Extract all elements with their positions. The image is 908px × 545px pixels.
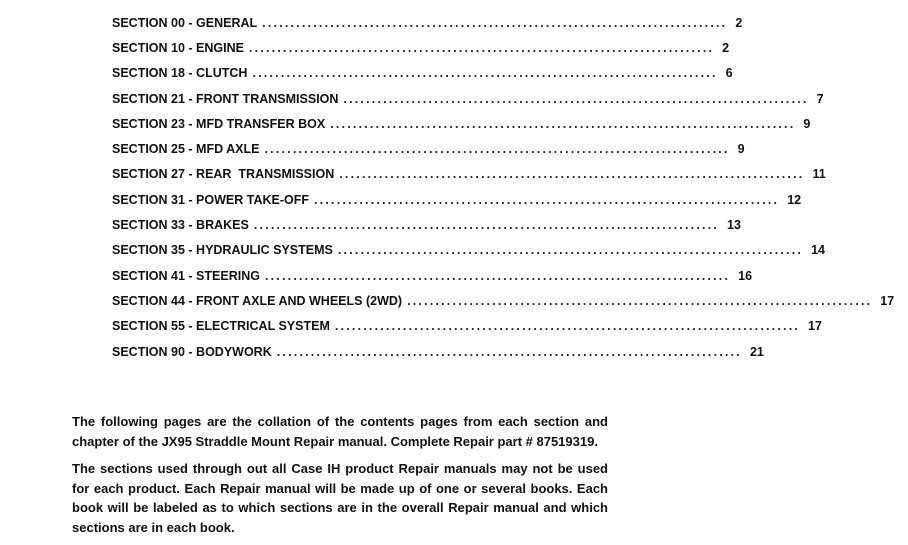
dot-leader: ..................................................................................	[330, 116, 796, 131]
dot-leader: ..................................................................................	[252, 66, 718, 81]
dot-leader: ..................................................................................	[264, 268, 731, 283]
toc-entry-page: 2	[722, 40, 730, 55]
toc-entry-page: 16	[738, 268, 753, 283]
sections-paragraph: The sections used through out all Case IH product Repair manuals may not be used for each product. Each Repair manual will be made up of one or several books. Each book will be labeled as to which sections are in the overall Repair manual and which sections are in each book.	[72, 461, 608, 535]
table-of-contents	[112, 10, 895, 364]
toc-entry	[112, 288, 895, 313]
toc-entry	[112, 238, 825, 263]
dot-leader: ..................................................................................	[314, 192, 780, 207]
toc-entry	[112, 111, 811, 136]
toc-entry	[112, 212, 741, 237]
toc-entry	[112, 35, 730, 60]
dot-leader: ..................................................................................	[248, 40, 715, 55]
dot-leader: ..................................................................................	[253, 218, 720, 233]
collation-paragraph: The following pages are the collation of the contents pages from each section and chapter of the JX95 Straddle Mount Repair manual. Complete Repair part # 87519319.	[72, 414, 608, 449]
toc-entry	[112, 136, 745, 161]
toc-entry-page: 14	[811, 243, 825, 258]
toc-entry-title: SECTION 00 - GENERAL	[112, 15, 258, 30]
toc-entry	[112, 162, 826, 187]
dot-leader: ..................................................................................	[264, 142, 730, 157]
toc-entry	[112, 187, 802, 212]
dot-leader: ..................................................................................	[262, 15, 728, 30]
dot-leader: ..................................................................................	[343, 91, 809, 106]
toc-entry-page: 7	[816, 91, 824, 106]
toc-entry-title: SECTION 41 - STEERING	[112, 268, 260, 283]
toc-entry-page: 17	[880, 293, 895, 308]
dot-leader: ..................................................................................	[337, 243, 804, 258]
toc-entry-page: 6	[725, 66, 733, 81]
toc-entry-page: 9	[737, 142, 745, 157]
toc-entry-title: SECTION 27 - REAR TRANSMISSION	[112, 167, 335, 182]
toc-entry-title: SECTION 31 - POWER TAKE-OFF	[112, 192, 309, 207]
toc-entry-page: 21	[749, 344, 764, 359]
toc-entry-title: SECTION 18 - CLUTCH	[112, 66, 248, 81]
toc-entry-title: SECTION 33 - BRAKES	[112, 218, 249, 233]
toc-entry-title: SECTION 55 - ELECTRICAL SYSTEM	[112, 319, 330, 334]
toc-entry	[112, 86, 824, 111]
toc-entry	[112, 263, 753, 288]
toc-entry-title: SECTION 23 - MFD TRANSFER BOX	[112, 116, 326, 131]
toc-entry-title: SECTION 44 - FRONT AXLE AND WHEELS (2WD)	[112, 293, 403, 308]
dot-leader: ..................................................................................	[334, 319, 801, 334]
toc-entry-title: SECTION 10 - ENGINE	[112, 40, 244, 55]
toc-entry-page: 17	[808, 319, 822, 334]
toc-entry	[112, 339, 764, 364]
toc-entry	[112, 314, 822, 339]
toc-entry-page: 12	[787, 192, 802, 207]
toc-entry-page: 13	[727, 218, 741, 233]
dot-leader: ..................................................................................	[339, 167, 805, 182]
dot-leader: ..................................................................................	[276, 344, 742, 359]
toc-entry-page: 2	[735, 15, 743, 30]
toc-entry	[112, 61, 733, 86]
toc-entry-page: 9	[803, 116, 811, 131]
toc-entry-title: SECTION 21 - FRONT TRANSMISSION	[112, 91, 339, 106]
toc-entry-title: SECTION 25 - MFD AXLE	[112, 142, 260, 157]
toc-entry	[112, 10, 743, 35]
toc-entry-page: 11	[812, 167, 826, 182]
dot-leader: ..................................................................................	[407, 293, 873, 308]
toc-entry-title: SECTION 35 - HYDRAULIC SYSTEMS	[112, 243, 333, 258]
toc-entry-title: SECTION 90 - BODYWORK	[112, 344, 272, 359]
notes-body	[72, 412, 608, 545]
